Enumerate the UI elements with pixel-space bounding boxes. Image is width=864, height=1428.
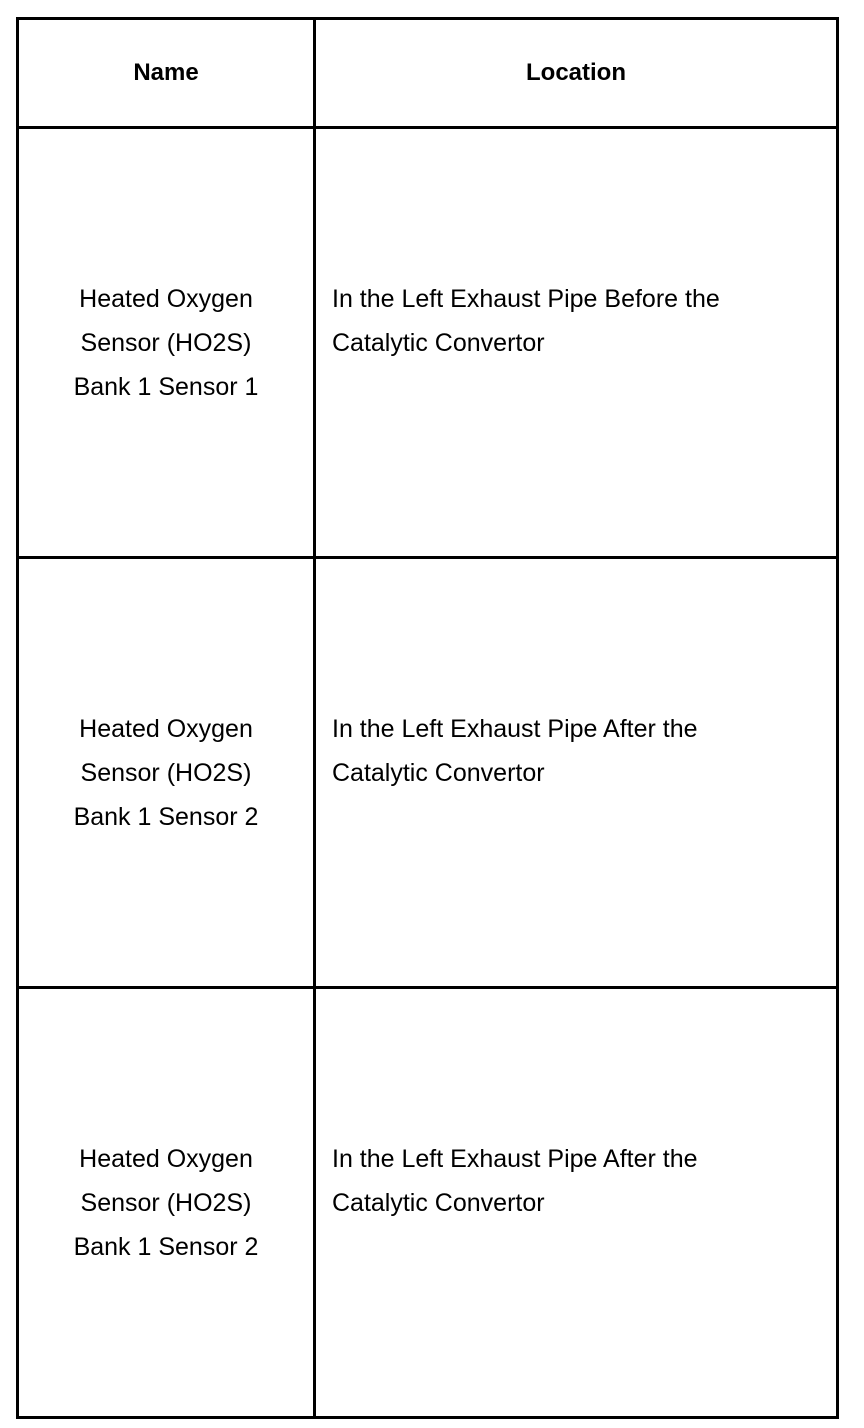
sensor-name-cell: [18, 988, 315, 1418]
sensor-location-line: In the Left Exhaust Pipe After the: [332, 714, 698, 743]
sensor-location-cell: [315, 128, 838, 558]
header-name: Name: [18, 19, 315, 128]
sensor-name-line: Sensor (HO2S): [80, 1188, 252, 1217]
table-row: [18, 128, 838, 558]
sensor-location-line: Catalytic Convertor: [332, 1188, 545, 1217]
table-row: [18, 988, 838, 1418]
sensor-location-table: [16, 17, 839, 1419]
sensor-location-line: Catalytic Convertor: [332, 758, 545, 787]
sensor-name-line: Heated Oxygen: [79, 714, 253, 743]
table-header-row: [18, 19, 838, 128]
sensor-name-cell: [18, 128, 315, 558]
sensor-location-cell: [315, 988, 838, 1418]
sensor-name-line: Bank 1 Sensor 2: [73, 802, 259, 831]
sensor-location-line: In the Left Exhaust Pipe After the: [332, 1144, 698, 1173]
sensor-location-cell: [315, 558, 838, 988]
sensor-name-cell: [18, 558, 315, 988]
sensor-name-line: Bank 1 Sensor 2: [73, 1232, 259, 1261]
sensor-location-line: Catalytic Convertor: [332, 328, 545, 357]
sensor-location-line: In the Left Exhaust Pipe Before the: [332, 284, 720, 313]
sensor-name-line: Sensor (HO2S): [80, 328, 252, 357]
table-row: [18, 558, 838, 988]
header-location: Location: [315, 19, 838, 128]
sensor-name-line: Heated Oxygen: [79, 284, 253, 313]
sensor-name-line: Heated Oxygen: [79, 1144, 253, 1173]
sensor-name-line: Bank 1 Sensor 1: [73, 372, 259, 401]
sensor-name-line: Sensor (HO2S): [80, 758, 252, 787]
